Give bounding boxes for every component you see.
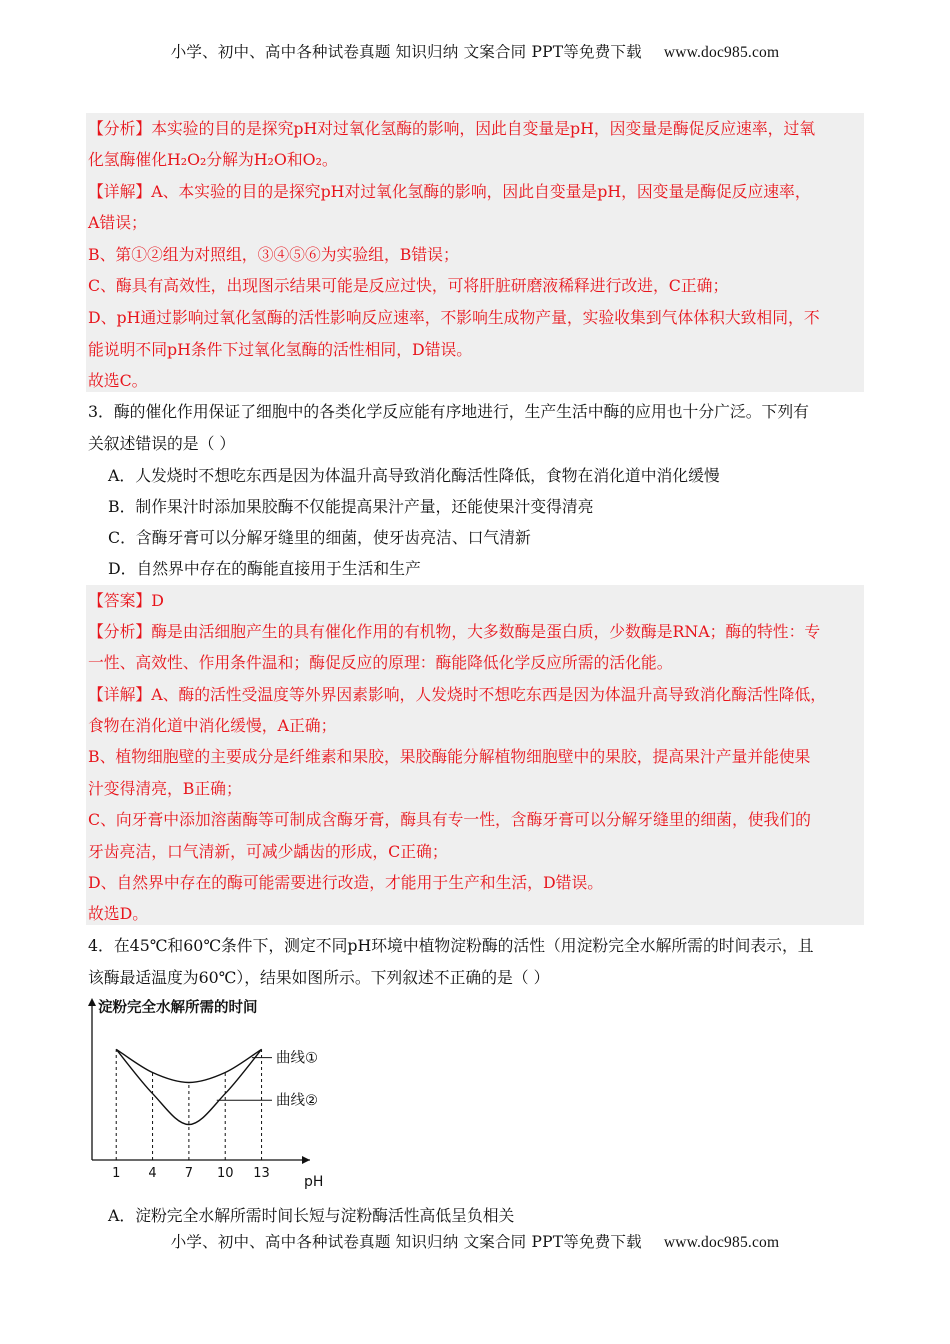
q3-stem: 关叙述错误的是（ ） bbox=[88, 434, 236, 453]
x-tick-label: 7 bbox=[184, 1166, 194, 1181]
q4-option-a: A．淀粉完全水解所需时间长短与淀粉酶活性高低呈负相关 bbox=[108, 1206, 515, 1225]
chart-labels bbox=[98, 998, 323, 1190]
ph-time-chart bbox=[80, 990, 380, 1190]
q3-option-b: B．制作果汁时添加果胶酶不仅能提高果汁产量，还能使果汁变得清亮 bbox=[108, 497, 594, 516]
header-site: www.doc985.com bbox=[663, 44, 780, 61]
q2-line: D、pH通过影响过氧化氢酶的活性影响反应速率，不影响生成物产量，实验收集到气体体积大致相同，不 bbox=[88, 308, 820, 327]
x-tick-label: 1 bbox=[112, 1166, 121, 1181]
q3-line: C、向牙膏中添加溶菌酶等可制成含酶牙膏，酶具有专一性，含酶牙膏可以分解牙缝里的细菌，使我们的 bbox=[88, 810, 811, 829]
q2-line: 化氢酶催化H₂O₂分解为H₂O和O₂。 bbox=[88, 150, 338, 169]
q3-line: 汁变得清亮，B正确； bbox=[88, 779, 242, 798]
x-tick-label: 4 bbox=[148, 1166, 157, 1181]
q4-stem: 4．在45℃和60℃条件下，测定不同pH环境中植物淀粉酶的活性（用淀粉完全水解所需的时间表示，且 bbox=[88, 936, 814, 955]
q3-line: B、植物细胞壁的主要成分是纤维素和果胶，果胶酶能分解植物细胞壁中的果胶，提高果汁产量并能使果 bbox=[88, 747, 811, 766]
series-label-1: 曲线① bbox=[276, 1050, 318, 1067]
q2-line: B、第①②组为对照组，③④⑤⑥为实验组，B错误； bbox=[88, 245, 459, 264]
q3-option-d: D．自然界中存在的酶能直接用于生活和生产 bbox=[108, 559, 421, 578]
series-label-2: 曲线② bbox=[276, 1093, 318, 1110]
q2-line: C、酶具有高效性，出现图示结果可能是反应过快，可将肝脏研磨液稀释进行改进，C正确； bbox=[88, 276, 729, 295]
x-axis-arrow bbox=[302, 1156, 310, 1164]
footer-site: www.doc985.com bbox=[663, 1234, 780, 1251]
page-footer bbox=[0, 1230, 950, 1252]
x-tick-label: 13 bbox=[253, 1166, 270, 1181]
chart-marks bbox=[116, 1049, 272, 1124]
q3-option-a: A．人发烧时不想吃东西是因为体温升高导致消化酶活性降低，食物在消化道中消化缓慢 bbox=[108, 466, 720, 485]
q3-line: 一性、高效性、作用条件温和；酶促反应的原理：酶能降低化学反应所需的活化能。 bbox=[88, 653, 673, 672]
q2-line: 故选C。 bbox=[88, 371, 148, 390]
q3-line: D、自然界中存在的酶可能需要进行改造，才能用于生产和生活，D错误。 bbox=[88, 873, 604, 892]
y-axis-label: 淀粉完全水解所需的时间 bbox=[98, 1000, 258, 1016]
q3-line: 【分析】酶是由活细胞产生的具有催化作用的有机物，大多数酶是蛋白质，少数酶是RNA；酶的特性：专 bbox=[88, 622, 821, 641]
q3-option-c: C．含酶牙膏可以分解牙缝里的细菌，使牙齿亮洁、口气清新 bbox=[108, 528, 531, 547]
q2-line: 【分析】本实验的目的是探究pH对过氧化氢酶的影响，因此自变量是pH，因变量是酶促反应速率，过氧 bbox=[88, 119, 816, 138]
q2-line: 【详解】A、本实验的目的是探究pH对过氧化氢酶的影响，因此自变量是pH，因变量是酶促反应速率， bbox=[88, 182, 811, 201]
x-tick-label: 10 bbox=[216, 1166, 234, 1181]
y-axis-arrow bbox=[88, 998, 96, 1006]
page-header bbox=[0, 40, 950, 62]
q3-stem: 3．酶的催化作用保证了细胞中的各类化学反应能有序地进行，生产生活中酶的应用也十分广泛。下列有 bbox=[88, 402, 809, 421]
x-axis-label: pH bbox=[304, 1174, 324, 1190]
q3-line: 故选D。 bbox=[88, 904, 149, 923]
header-text: 小学、初中、高中各种试卷真题 知识归纳 文案合同 PPT等免费下载 bbox=[170, 43, 642, 61]
footer-text: 小学、初中、高中各种试卷真题 知识归纳 文案合同 PPT等免费下载 bbox=[170, 1233, 642, 1251]
q2-line: 能说明不同pH条件下过氧化氢酶的活性相同，D错误。 bbox=[88, 340, 473, 359]
q3-answer: 【答案】D bbox=[88, 591, 164, 610]
q3-line: 食物在消化道中消化缓慢，A正确； bbox=[88, 716, 337, 735]
q4-stem: 该酶最适温度为60℃），结果如图所示。下列叙述不正确的是（ ） bbox=[88, 968, 550, 987]
q3-line: 牙齿亮洁，口气清新，可减少龋齿的形成，C正确； bbox=[88, 842, 448, 861]
q3-line: 【详解】A、酶的活性受温度等外界因素影响，人发烧时不想吃东西是因为体温升高导致消化酶活性降低， bbox=[88, 685, 827, 704]
q2-line: A错误； bbox=[88, 213, 147, 232]
